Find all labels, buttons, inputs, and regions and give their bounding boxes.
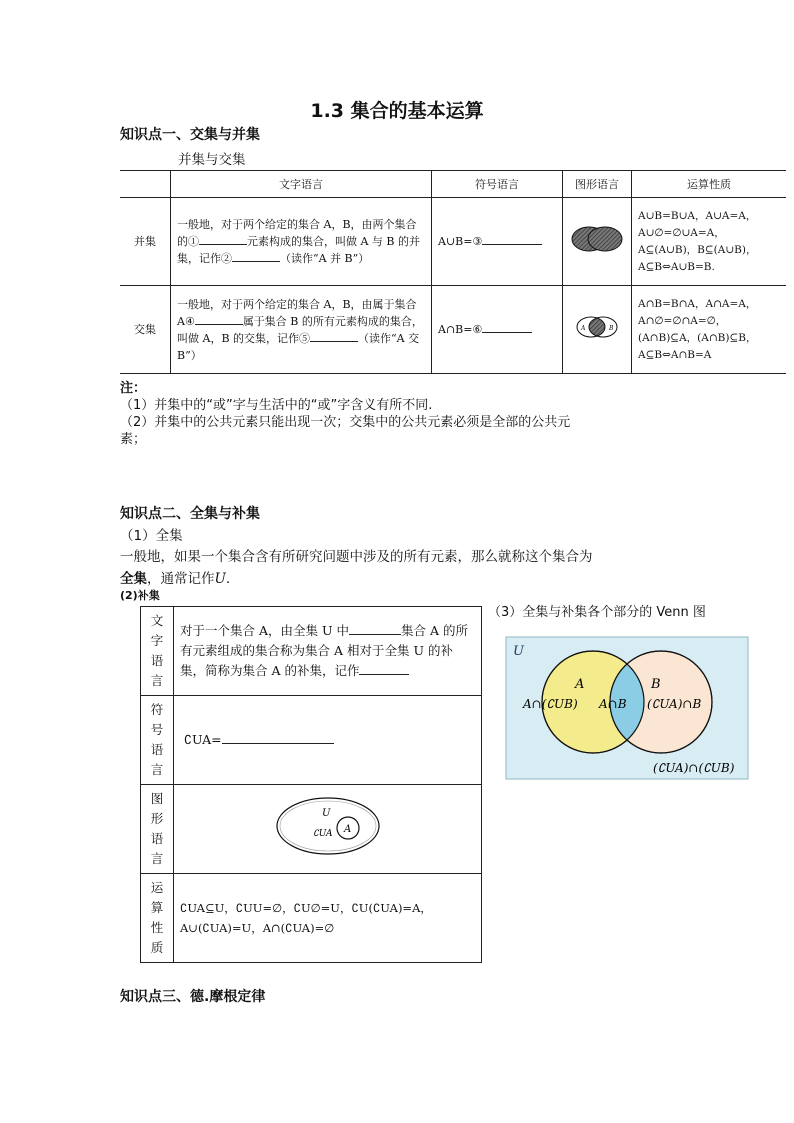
complement-symbol-text: ∁UA=: [184, 732, 222, 747]
blank-6[interactable]: [482, 332, 532, 333]
complement-label-properties: 运算性质: [141, 874, 174, 963]
header-graphic-language: 图形语言: [563, 171, 632, 198]
union-symbol: [432, 198, 563, 286]
svg-text:A: A: [581, 325, 586, 332]
universal-set-end: .: [225, 571, 231, 587]
union-label: 并集: [120, 198, 171, 286]
venn-middle-region: A∩B: [599, 697, 627, 711]
complement-cua-label: ∁UA: [312, 829, 333, 839]
notes-block: [120, 380, 750, 448]
universal-set-bold: 全集: [120, 571, 147, 587]
blank-5[interactable]: [310, 341, 358, 342]
venn-right-region: (∁UA)∩B: [647, 697, 702, 711]
section2-heading: 知识点二、全集与补集: [120, 506, 260, 522]
universal-set-line1: 一般地，如果一个集合含有所研究问题中涉及的所有元素，那么就称这个集合为: [120, 549, 593, 565]
complement-sub: (2)补集: [120, 589, 160, 602]
intersection-symbol-text: A∩B=⑥: [438, 323, 483, 336]
intersection-prop-4: A⊆B⇔A∩B=A: [638, 348, 712, 361]
complement-symbol: [174, 696, 482, 785]
header-empty: [120, 171, 171, 198]
intersection-label: 交集: [120, 286, 171, 374]
section1-subheading: 并集与交集: [178, 152, 246, 168]
note-1: （1）并集中的“或”字与生活中的“或”字含义有所不同.: [120, 398, 433, 413]
union-symbol-text: A∪B=③: [438, 235, 483, 248]
complement-label-text: 文字语言: [141, 607, 174, 696]
union-text: [171, 198, 432, 286]
complement-properties: [174, 874, 482, 963]
note-3: 素；: [120, 432, 147, 447]
complement-row-text: [141, 607, 482, 696]
complement-row-symbol: [141, 696, 482, 785]
venn-a-label: A: [575, 677, 585, 692]
union-intersection-table: [120, 170, 786, 374]
intersection-venn-icon: [567, 305, 627, 349]
universal-set-rest: ，通常记作: [147, 571, 215, 587]
intersection-prop-3: (A∩B)⊆A，(A∩B)⊆B，: [638, 331, 757, 344]
intersection-text-a: 一般地，对于两个给定的集合 A，B，由属于集合 A④: [177, 297, 417, 328]
intersection-text-b: 属于集合 B 的所有元素构成的集合，叫做 A，B 的交集，记作⑤: [177, 314, 423, 345]
union-properties: [632, 198, 787, 286]
complement-row-graphic: [141, 785, 482, 874]
venn-u-label: U: [513, 644, 524, 659]
page-title: 1.3 集合的基本运算: [310, 100, 484, 122]
union-row: [120, 198, 786, 286]
blank-1[interactable]: [199, 244, 247, 245]
blank-3[interactable]: [482, 244, 542, 245]
complement-text-b: 集合 A 的所有元素组成的集合称为集合 A 相对于全集 U 的补集，简称为集合 A 的补集，记作: [180, 623, 468, 678]
intersection-row: [120, 286, 786, 374]
intersection-symbol: [432, 286, 563, 374]
table-header-row: [120, 171, 786, 198]
intersection-text: [171, 286, 432, 374]
complement-prop-1: ∁UA⊆U，∁UU=∅，∁U∅=U，∁U(∁UA)=A，: [180, 901, 432, 915]
complement-label-graphic: 图形语言: [141, 785, 174, 874]
note-2: （2）并集中的公共元素只能出现一次；交集中的公共元素必须是全部的公共元: [120, 415, 571, 430]
blank-7[interactable]: [349, 634, 401, 635]
union-prop-1: A∪B=B∪A，A∪A=A，: [638, 209, 757, 222]
blank-2[interactable]: [232, 261, 280, 262]
complement-text-a: 对于一个集合 A，由全集 U 中: [180, 623, 349, 638]
venn-b-label: B: [651, 677, 661, 692]
section3-heading: 知识点三、德.摩根定律: [120, 989, 266, 1005]
union-venn-icon: [567, 217, 627, 261]
complement-u-label: U: [321, 808, 330, 819]
complement-venn-diagram: [505, 636, 749, 780]
universal-set-symbol: U: [214, 571, 226, 587]
section1-heading: 知识点一、交集与并集: [120, 127, 260, 143]
blank-9[interactable]: [222, 743, 334, 744]
union-text-b: 元素构成的集合，叫做 A 与 B 的并集，记作②: [177, 235, 421, 265]
union-prop-3: A⊆(A∪B)，B⊆(A∪B)，: [638, 243, 757, 256]
intersection-properties: [632, 286, 787, 374]
intersection-text-c: （读作“A 交 B”）: [177, 331, 420, 362]
complement-a-label: A: [343, 824, 351, 835]
intersection-prop-2: A∩∅=∅∩A=∅，: [638, 314, 727, 327]
complement-row-properties: [141, 874, 482, 963]
union-text-a: 一般地，对于两个给定的集合 A，B，由两个集合的①: [177, 218, 417, 248]
header-text-language: 文字语言: [171, 171, 432, 198]
svg-text:B: B: [609, 325, 614, 332]
union-prop-4: A⊆B⇔A∪B=B.: [638, 260, 715, 273]
intersection-prop-1: A∩B=B∩A，A∩A=A，: [638, 297, 757, 310]
header-properties: 运算性质: [632, 171, 787, 198]
universal-set-sub: （1）全集: [120, 528, 183, 544]
universal-set-line2: [120, 567, 230, 587]
complement-prop-2: A∪(∁UA)=U，A∩(∁UA)=∅: [180, 921, 335, 935]
union-text-c: （读作“A 并 B”）: [280, 252, 370, 265]
complement-text: [174, 607, 482, 696]
venn-caption: （3）全集与补集各个部分的 Venn 图: [488, 605, 706, 620]
header-symbol-language: 符号语言: [432, 171, 563, 198]
complement-graphic: [174, 785, 482, 874]
complement-table: [140, 606, 482, 963]
intersection-diagram: [563, 286, 632, 374]
complement-label-symbol: 符号语言: [141, 696, 174, 785]
blank-4[interactable]: [195, 324, 243, 325]
notes-label: 注：: [120, 381, 147, 396]
union-diagram: [563, 198, 632, 286]
blank-8[interactable]: [359, 674, 409, 675]
venn-left-region: A∩(∁UB): [523, 697, 578, 711]
venn-outside-region: (∁UA)∩(∁UB): [653, 761, 735, 775]
complement-venn-icon: [273, 794, 383, 858]
union-prop-2: A∪∅=∅∪A=A，: [638, 226, 725, 239]
